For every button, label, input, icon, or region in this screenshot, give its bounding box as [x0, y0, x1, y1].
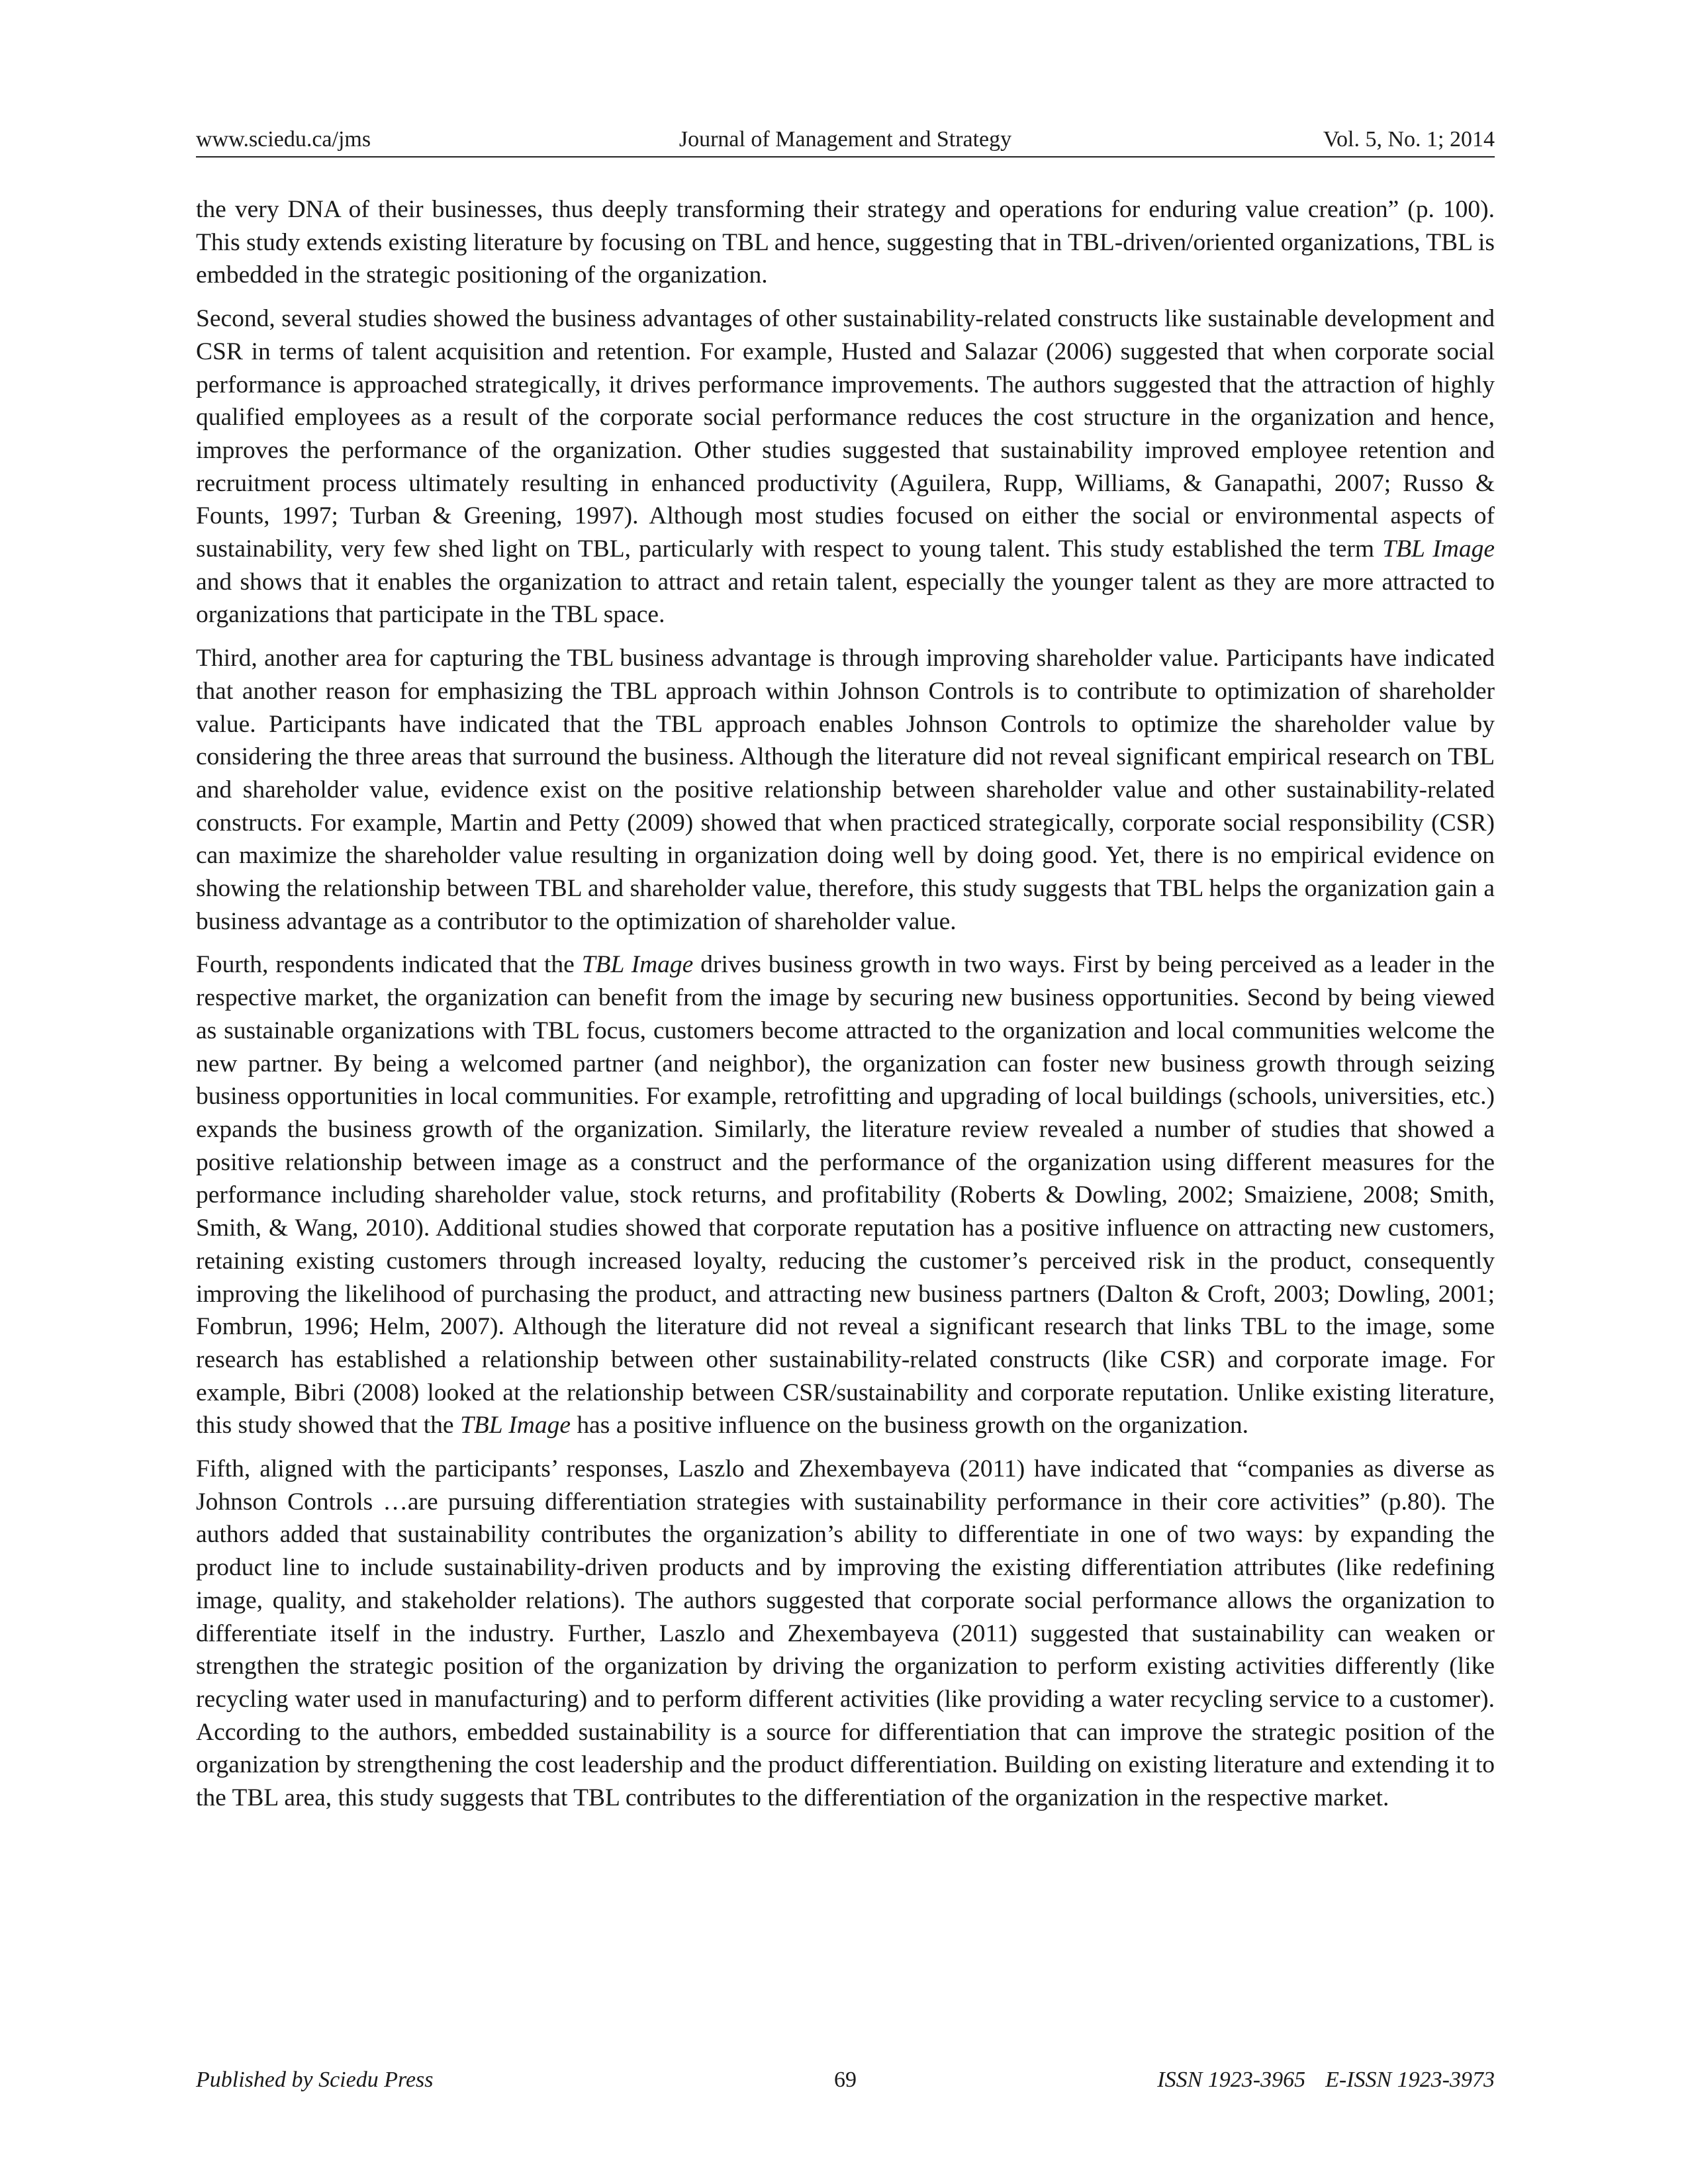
term-tbl-image: TBL Image [581, 951, 694, 979]
paragraph-2-text-b: and shows that it enables the organization to attract and retain talent, especially the younger talent as they are more attracted to organizations that participate in the TBL space. [196, 568, 1495, 629]
page-number: 69 [834, 2068, 857, 2092]
term-tbl-image: TBL Image [459, 1412, 571, 1439]
paragraph-4-text-c: has a positive influence on the business growth on the organization. [570, 1412, 1249, 1439]
issn-info [1157, 2064, 1495, 2097]
eissn: E-ISSN 1923-3973 [1325, 2068, 1495, 2092]
article-body [196, 193, 1495, 1825]
paragraph-1: the very DNA of their businesses, thus deeply transforming their strategy and operations for enduring value creation” (p. 100). This study extends existing literature by focusing on TBL and hence, suggesting that in TBL-driven/oriented organizations, TBL is embedded in the strategic positioning of the organization. [196, 196, 1495, 289]
page-header [196, 123, 1495, 158]
page-footer [196, 2064, 1495, 2097]
paragraph-4 [196, 948, 1495, 1442]
journal-title: Journal of Management and Strategy [679, 127, 1012, 152]
paragraph-5: Fifth, aligned with the participants’ responses, Laszlo and Zhexembayeva (2011) have indicated that “companies as diverse as Johnson Controls …are pursuing differentiation strategies with sustainability performance in their core activities” (p.80). The authors added that sustainability contributes the organization’s ability to differentiate in one of two ways: by expanding the product line to include sustainability-driven products and by improving the existing differentiation attributes (like redefining image, quality, and stakeholder relations). The authors suggested that corporate social performance allows the organization to differentiate itself in the industry. Further, Laszlo and Zhexembayeva (2011) suggested that sustainability can weaken or strengthen the strategic position of the organization by driving the organization to perform existing activities differently (like recycling water used in manufacturing) and to perform different activities (like providing a water recycling service to a customer). According to the authors, embedded sustainability is a source for differentiation that can improve the strategic position of the organization by strengthening the cost leadership and the product differentiation. Building on existing literature and extending it to the TBL area, this study suggests that TBL contributes to the differentiation of the organization in the respective market. [196, 1455, 1495, 1812]
issn: ISSN 1923-3965 [1157, 2068, 1306, 2092]
term-tbl-image: TBL Image [1382, 535, 1495, 563]
paragraph-2-text-a: Second, several studies showed the business advantages of other sustainability-related constructs like sustainable development and CSR in terms of talent acquisition and retention. For example, Husted and Salazar (2006) suggested that when corporate social performance is approached strategically, it drives performance improvements. The authors suggested that the attraction of highly qualified employees as a result of the corporate social performance reduces the cost structure in the organization and hence, improves the performance of the organization. Other studies suggested that sustainability improved employee retention and recruitment process ultimately resulting in enhanced productivity (Aguilera, Rupp, Williams, & Ganapathi, 2007; Russo & Founts, 1997; Turban & Greening, 1997). Although most studies focused on either the social or environmental aspects of sustainability, very few shed light on TBL, particularly with respect to young talent. This study established the term [196, 305, 1495, 563]
volume-info: Vol. 5, No. 1; 2014 [1323, 127, 1495, 152]
journal-url[interactable]: www.sciedu.ca/jms [196, 127, 371, 152]
paragraph-4-text-a: Fourth, respondents indicated that the [196, 951, 582, 979]
paragraph-2 [196, 302, 1495, 631]
paragraph-3: Third, another area for capturing the TBL business advantage is through improving shareholder value. Participants have indicated that another reason for emphasizing the TBL approach within Johnson Controls is to contribute to optimization of shareholder value. Participants have indicated that the TBL approach enables Johnson Controls to optimize the shareholder value by considering the three areas that surround the business. Although the literature did not reveal significant empirical research on TBL and shareholder value, evidence exist on the positive relationship between shareholder value and other sustainability-related constructs. For example, Martin and Petty (2009) showed that when practiced strategically, corporate social responsibility (CSR) can maximize the shareholder value resulting in organization doing well by doing good. Yet, there is no empirical evidence on showing the relationship between TBL and shareholder value, therefore, this study suggests that TBL helps the organization gain a business advantage as a contributor to the optimization of shareholder value. [196, 645, 1495, 935]
paragraph-4-text-b: drives business growth in two ways. First by being perceived as a leader in the respective market, the organization can benefit from the image by securing new business opportunities. Second by being viewed as sustainable organizations with TBL focus, customers become attracted to the organization and local communities welcome the new partner. By being a welcomed partner (and neighbor), the organization can foster new business growth through seizing business opportunities in local communities. For example, retrofitting and upgrading of local buildings (schools, universities, etc.) expands the business growth of the organization. Similarly, the literature review revealed a number of studies that showed a positive relationship between image as a construct and the performance of the organization using different measures for the performance including shareholder value, stock returns, and profitability (Roberts & Dowling, 2002; Smaiziene, 2008; Smith, Smith, & Wang, 2010). Additional studies showed that corporate reputation has a positive influence on attracting new customers, retaining existing customers through increased loyalty, reducing the customer’s perceived risk in the product, consequently improving the likelihood of purchasing the product, and attracting new business partners (Dalton & Croft, 2003; Dowling, 2001; Fombrun, 1996; Helm, 2007). Although the literature did not reveal a significant research that links TBL to the image, some research has established a relationship between other sustainability-related constructs (like CSR) and corporate image. For example, Bibri (2008) looked at the relationship between CSR/sustainability and corporate reputation. Unlike existing literature, this study showed that the [196, 951, 1495, 1439]
publisher: Published by Sciedu Press [196, 2068, 434, 2092]
